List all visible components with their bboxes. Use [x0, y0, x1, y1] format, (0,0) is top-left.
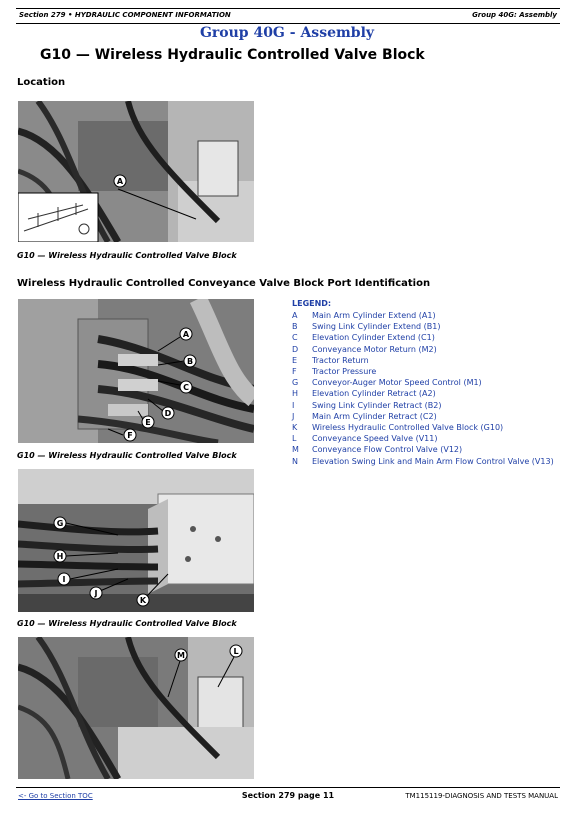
legend-item: [292, 411, 562, 422]
group-title: Group 40G - Assembly: [199, 25, 375, 41]
legend-item: [292, 366, 562, 377]
callout-e: E: [145, 418, 151, 427]
legend-key: C: [292, 333, 298, 343]
callout-b: B: [186, 357, 194, 366]
legend-item: [292, 388, 562, 399]
legend-text: Wireless Hydraulic Controlled Valve Block (G10): [312, 423, 504, 433]
legend-list: [292, 310, 562, 467]
legend-item: [292, 433, 562, 444]
callout-h: H: [56, 552, 64, 561]
legend-key: J: [292, 411, 295, 421]
legend-key: H: [292, 389, 299, 399]
legend-text: Tractor Return: [312, 355, 369, 365]
port-identification-heading: Wireless Hydraulic Controlled Conveyance Valve Block Port Identification: [17, 278, 431, 289]
legend-text: Swing Link Cylinder Extend (B1): [312, 322, 441, 332]
legend-text: Main Arm Cylinder Retract (C2): [312, 411, 437, 421]
legend-text: Elevation Cylinder Retract (A2): [312, 389, 436, 399]
callout-k: K: [139, 596, 147, 605]
legend-item: [292, 355, 562, 366]
callout-a: A: [116, 177, 124, 186]
page-number: Section 279 page 11: [241, 791, 335, 800]
legend-item: [292, 310, 562, 321]
callout-m: M: [177, 651, 185, 660]
valves-m-l-photo: [18, 637, 254, 779]
legend-key: L: [292, 434, 297, 444]
legend-item: [292, 321, 562, 332]
legend-key: B: [292, 322, 298, 332]
callout-g: G: [56, 519, 64, 528]
callout-f: F: [127, 431, 133, 440]
legend-item: [292, 400, 562, 411]
legend-text: Conveyor-Auger Motor Speed Control (M1): [312, 378, 482, 388]
legend-title: LEGEND:: [292, 299, 332, 308]
legend-item: [292, 422, 562, 433]
callout-d: D: [164, 409, 172, 418]
location-heading: Location: [17, 77, 66, 88]
page-footer: [16, 787, 560, 802]
legend-key: G: [292, 378, 299, 388]
legend-key: N: [292, 456, 298, 466]
ports-a-f-caption: G10 — Wireless Hydraulic Controlled Valve Block: [17, 451, 237, 460]
callout-c: C: [183, 383, 189, 392]
legend-item: [292, 444, 562, 455]
callout-a: A: [182, 330, 190, 339]
legend-text: Main Arm Cylinder Extend (A1): [312, 311, 436, 320]
legend-key: I: [292, 400, 295, 410]
legend-item: [292, 332, 562, 343]
legend-item: [292, 344, 562, 355]
callout-l: L: [233, 647, 239, 656]
page-header: [16, 8, 560, 24]
ports-g-k-caption: G10 — Wireless Hydraulic Controlled Valve Block: [17, 619, 237, 628]
callout-j: J: [94, 589, 98, 598]
legend-text: Elevation Cylinder Extend (C1): [312, 333, 435, 343]
legend-text: Elevation Swing Link and Main Arm Flow Control Valve (V13): [312, 456, 554, 466]
legend-text: Swing Link Cylinder Retract (B2): [312, 400, 442, 410]
header-group-label: Group 40G: Assembly: [472, 11, 557, 19]
legend-text: Conveyance Flow Control Valve (V12): [312, 445, 463, 455]
legend: [292, 299, 562, 467]
callout-i: I: [62, 575, 66, 584]
legend-key: D: [292, 344, 299, 354]
legend-text: Conveyance Motor Return (M2): [312, 344, 437, 354]
page-title: G10 — Wireless Hydraulic Controlled Valve Block: [40, 47, 425, 63]
legend-text: Tractor Pressure: [312, 367, 377, 377]
legend-key: K: [292, 423, 298, 433]
header-section-label: Section 279 • HYDRAULIC COMPONENT INFORMATION: [19, 11, 231, 19]
location-photo-caption: G10 — Wireless Hydraulic Controlled Valve Block: [17, 251, 237, 260]
ports-g-k-photo: [18, 469, 254, 612]
ports-a-f-photo: [18, 299, 254, 443]
legend-key: E: [292, 355, 298, 365]
legend-key: M: [292, 445, 299, 455]
legend-text: Conveyance Speed Valve (V11): [312, 434, 438, 444]
legend-key: F: [292, 367, 297, 377]
location-photo: [18, 101, 254, 242]
go-to-section-toc-link[interactable]: <- Go to Section TOC: [18, 792, 93, 800]
legend-item: [292, 456, 562, 467]
manual-id: TM115119-DIAGNOSIS AND TESTS MANUAL: [405, 792, 558, 800]
legend-key: A: [292, 311, 298, 320]
legend-item: [292, 377, 562, 388]
